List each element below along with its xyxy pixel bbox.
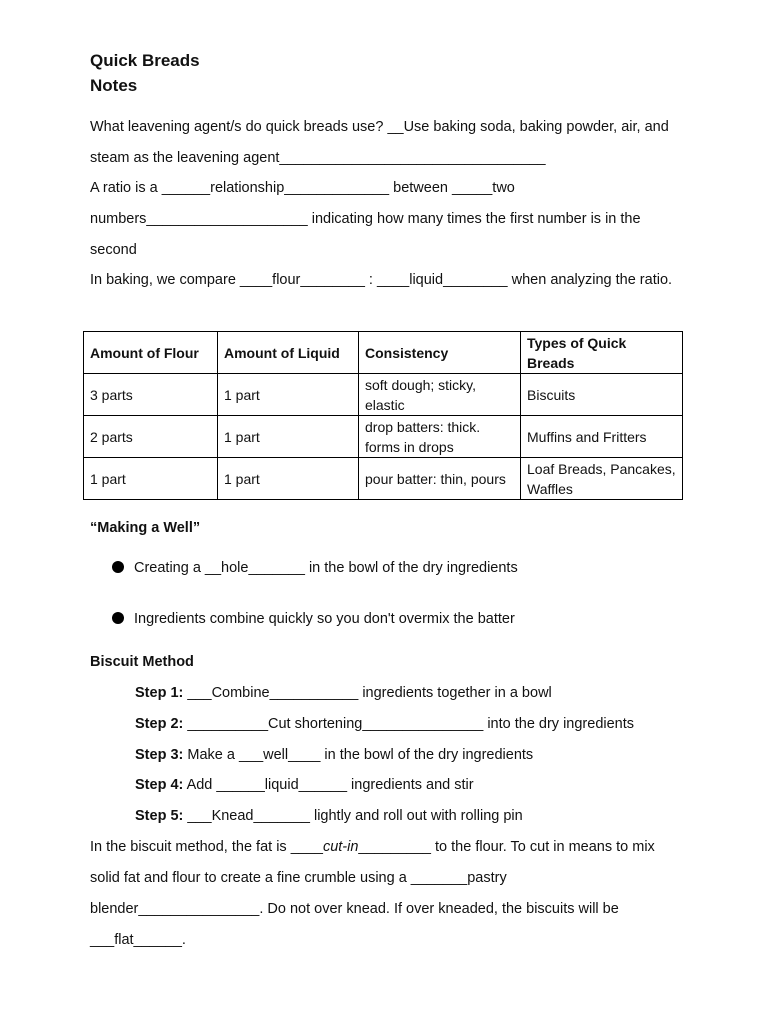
baking-comparison: In baking, we compare ____flour________ : ____liquid________ when analyzing the ratio.: [90, 272, 673, 288]
table-row: [84, 374, 683, 416]
step-text: Add ______liquid______ ingredients and stir: [183, 777, 474, 793]
summary-italic: cut-in: [322, 839, 359, 855]
step-4: [135, 777, 474, 793]
step-label: Step 2:: [135, 716, 184, 732]
step-text: ___Combine___________ ingredients together in a bowl: [183, 685, 552, 701]
cell-consistency: pour batter: thin, pours: [359, 458, 521, 500]
step-label: Step 1:: [135, 685, 184, 701]
header-consistency: Consistency: [359, 332, 521, 374]
cell-flour: 3 parts: [84, 374, 218, 416]
document-title: [90, 48, 200, 98]
cell-type: Muffins and Fritters: [521, 416, 683, 458]
bullet-text: Ingredients combine quickly so you don't overmix the batter: [134, 611, 515, 627]
table-row: [84, 458, 683, 500]
step-5: [135, 808, 523, 824]
biscuit-method-heading: Biscuit Method: [90, 654, 194, 670]
header-types: Types of Quick Breads: [521, 332, 683, 374]
step-label: Step 5:: [135, 808, 184, 824]
title-line-1: Quick Breads: [90, 51, 200, 70]
summary-text-end: _________ to the flour. To cut in means to mix solid fat and flour to create a fine crumble using a _______pastry blender_______________. Do not over knead. If over kneaded, the biscuits will be ___flat______.: [90, 839, 655, 948]
leavening-question: What leavening agent/s do quick breads use? __Use baking soda, baking powder, air, and steam as the leavening agent_________________________________: [90, 119, 669, 166]
cell-consistency: drop batters: thick. forms in drops: [359, 416, 521, 458]
cell-flour: 1 part: [84, 458, 218, 500]
cell-type: Biscuits: [521, 374, 683, 416]
title-line-2: Notes: [90, 76, 138, 95]
cell-type: Loaf Breads, Pancakes, Waffles: [521, 458, 683, 500]
biscuit-summary: [90, 832, 680, 956]
ratio-definition: A ratio is a ______relationship_____________ between _____two numbers____________________ indicating how many times the first number is in the second: [90, 180, 641, 258]
bullet-icon: [112, 612, 124, 624]
step-text: Make a ___well____ in the bowl of the dry ingredients: [183, 747, 534, 763]
cell-liquid: 1 part: [218, 458, 359, 500]
ratio-table: [83, 331, 683, 500]
making-well-heading: “Making a Well”: [90, 520, 201, 536]
table-row: [84, 416, 683, 458]
step-label: Step 3:: [135, 747, 184, 763]
step-text: ___Knead_______ lightly and roll out with rolling pin: [183, 808, 523, 824]
step-3: [135, 747, 533, 763]
step-text: __________Cut shortening_______________ into the dry ingredients: [183, 716, 635, 732]
cell-flour: 2 parts: [84, 416, 218, 458]
table-header-row: [84, 332, 683, 374]
list-item: [112, 611, 515, 627]
cell-liquid: 1 part: [218, 374, 359, 416]
cell-liquid: 1 part: [218, 416, 359, 458]
cell-consistency: soft dough; sticky, elastic: [359, 374, 521, 416]
summary-text-start: In the biscuit method, the fat is ____: [90, 839, 323, 855]
header-amount-flour: Amount of Flour: [84, 332, 218, 374]
header-amount-liquid: Amount of Liquid: [218, 332, 359, 374]
step-label: Step 4:: [135, 777, 184, 793]
list-item: [112, 560, 518, 576]
step-2: [135, 716, 634, 732]
step-1: [135, 685, 552, 701]
bullet-icon: [112, 561, 124, 573]
bullet-text: Creating a __hole_______ in the bowl of the dry ingredients: [134, 560, 518, 576]
